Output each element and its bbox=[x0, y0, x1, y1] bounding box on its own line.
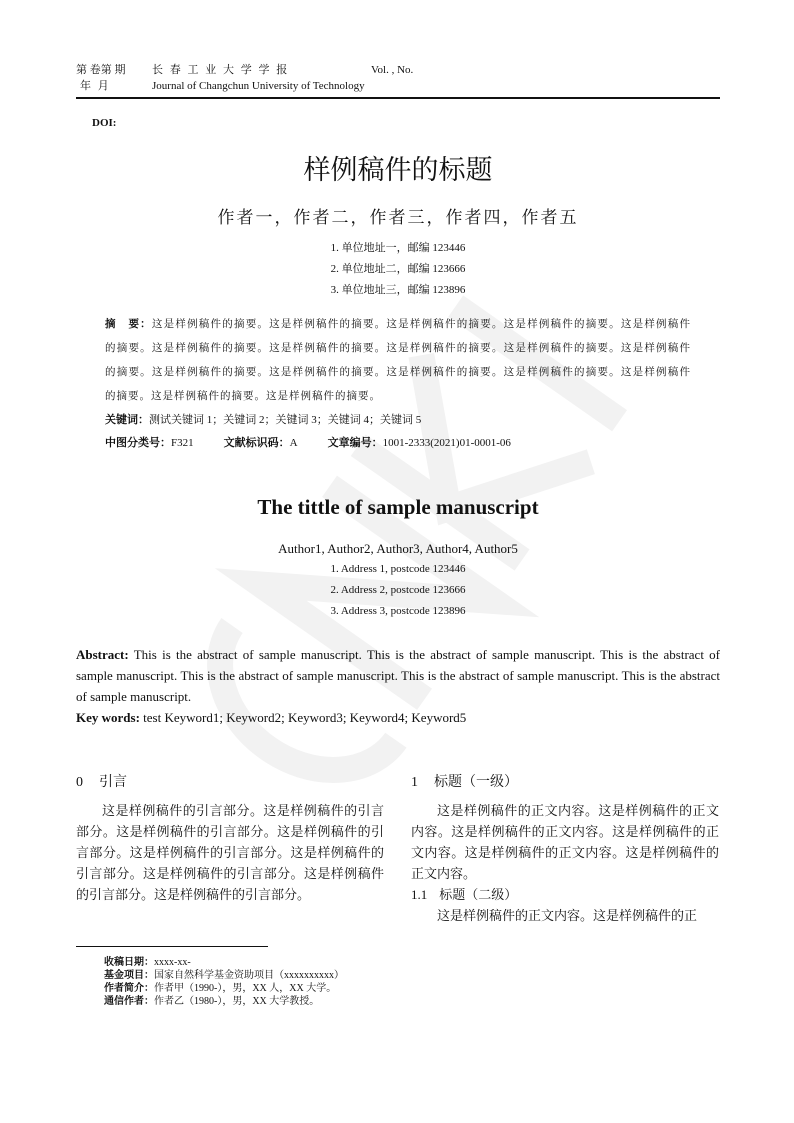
body-columns bbox=[76, 772, 720, 926]
affiliation: 1. Address 1, postcode 123446 bbox=[330, 563, 466, 575]
section-number: 0 bbox=[76, 775, 83, 790]
section-heading bbox=[76, 772, 384, 794]
affiliation: 2. Address 2, postcode 123666 bbox=[330, 584, 466, 596]
section-introduction bbox=[76, 772, 384, 905]
abstract-en-text: This is the abstract of sample manuscript. This is the abstract of sample manuscript. This is the abstract of sample manuscript. This is the abstract of sample manuscript. This is the abstract of sample manuscript. This is the abstract of sample manuscript. bbox=[76, 647, 720, 704]
journal-name-en: Journal of Changchun University of Technology bbox=[152, 80, 365, 92]
journal-name-cn: 长 春 工 业 大 学 学 报 bbox=[152, 64, 290, 76]
abstract-cn-text: 这是样例稿件的摘要。这是样例稿件的摘要。这是样例稿件的摘要。这是样例稿件的摘要。这是样例稿件的摘要。这是样例稿件的摘要。这是样例稿件的摘要。这是样例稿件的摘要。这是样例稿件的摘要。这是样例稿件的摘要。这是样例稿件的摘要。这是样例稿件的摘要。这是样例稿件的摘要。这是样例稿件的摘要。这是样例稿件的摘要。这是样例稿件的摘要。这是样例稿件的摘要。 bbox=[105, 319, 692, 402]
footnote-rule bbox=[76, 946, 268, 947]
keywords-cn bbox=[105, 409, 691, 432]
affiliation: 3. Address 3, postcode 123896 bbox=[330, 605, 466, 617]
doc-code-label: 文献标识码： bbox=[223, 437, 290, 449]
affiliations-cn bbox=[76, 238, 720, 301]
volume-issue-cn: 第 卷第 期 bbox=[76, 64, 126, 76]
section-body: 这是样例稿件的正文内容。这是样例稿件的正文内容。这是样例稿件的正文内容。这是样例稿件的正文内容。这是样例稿件的正文内容。这是样例稿件的正文内容。 bbox=[411, 803, 719, 881]
title-cn: 样例稿件的标题 bbox=[303, 155, 493, 185]
footnotes bbox=[104, 956, 720, 1008]
section-1 bbox=[411, 772, 719, 926]
abstract-en bbox=[76, 644, 720, 707]
header-row-2 bbox=[76, 78, 720, 94]
section-heading bbox=[411, 772, 719, 794]
affiliation: 3. 单位地址三，邮编 123896 bbox=[330, 284, 466, 296]
abstract-cn bbox=[105, 313, 691, 409]
abstract-cn-label: 摘 要： bbox=[105, 319, 152, 330]
doi: DOI: bbox=[92, 117, 117, 129]
header-row-1 bbox=[76, 62, 720, 78]
keywords-cn-text: 测试关键词 1；关键词 2；关键词 3；关键词 4；关键词 5 bbox=[149, 414, 422, 426]
authors-en: Author1, Author2, Author3, Author4, Author5 bbox=[278, 541, 518, 556]
subsection-body: 这是样例稿件的正文内容。这是样例稿件的正 bbox=[437, 908, 698, 923]
keywords-en-label: Key words: bbox=[76, 710, 140, 725]
keywords-cn-label: 关键词： bbox=[105, 414, 149, 426]
footnote-corresponding: 通信作者：作者乙（1980-），男，XX 大学教授。 bbox=[104, 996, 320, 1007]
article-no-label: 文章编号： bbox=[327, 437, 383, 449]
clc-label: 中图分类号： bbox=[105, 437, 171, 449]
section-number: 1 bbox=[411, 775, 418, 790]
affiliations-en bbox=[76, 559, 720, 622]
subsection-number: 1.1 bbox=[411, 887, 428, 902]
date-cn: 年 月 bbox=[80, 80, 111, 92]
clc-value: F321 bbox=[171, 437, 194, 449]
header-rule bbox=[76, 97, 720, 99]
footnote-received: 收稿日期：xxxx-xx- bbox=[104, 957, 191, 968]
footnote-funding: 基金项目：国家自然科学基金资助项目（xxxxxxxxxx） bbox=[104, 970, 344, 981]
volume-issue-en: Vol. , No. bbox=[371, 64, 414, 76]
classification-row bbox=[105, 432, 691, 455]
section-title: 标题（一级） bbox=[434, 775, 518, 790]
section-body: 这是样例稿件的引言部分。这是样例稿件的引言部分。这是样例稿件的引言部分。这是样例稿件的引言部分。这是样例稿件的引言部分。这是样例稿件的引言部分。这是样例稿件的引言部分。这是样例稿件的引言部分。这是样例稿件的引言部分。 bbox=[76, 803, 384, 902]
subsection-heading bbox=[411, 884, 719, 905]
subsection-title: 标题（二级） bbox=[439, 887, 518, 902]
keywords-en bbox=[76, 707, 720, 728]
doc-code-value: A bbox=[289, 437, 298, 449]
authors-cn: 作者一，作者二，作者三，作者四，作者五 bbox=[217, 208, 579, 227]
section-title: 引言 bbox=[99, 775, 127, 790]
affiliation: 1. 单位地址一，邮编 123446 bbox=[330, 242, 466, 254]
article-no-value: 1001-2333(2021)01-0001-06 bbox=[382, 437, 511, 449]
affiliation: 2. 单位地址二，邮编 123666 bbox=[330, 263, 466, 275]
footnote-author-bio: 作者简介：作者甲（1990-），男，XX 人，XX 大学。 bbox=[104, 983, 337, 994]
title-en: The tittle of sample manuscript bbox=[257, 495, 539, 519]
keywords-en-text: test Keyword1; Keyword2; Keyword3; Keyword4; Keyword5 bbox=[139, 710, 467, 725]
abstract-en-label: Abstract: bbox=[76, 647, 129, 662]
